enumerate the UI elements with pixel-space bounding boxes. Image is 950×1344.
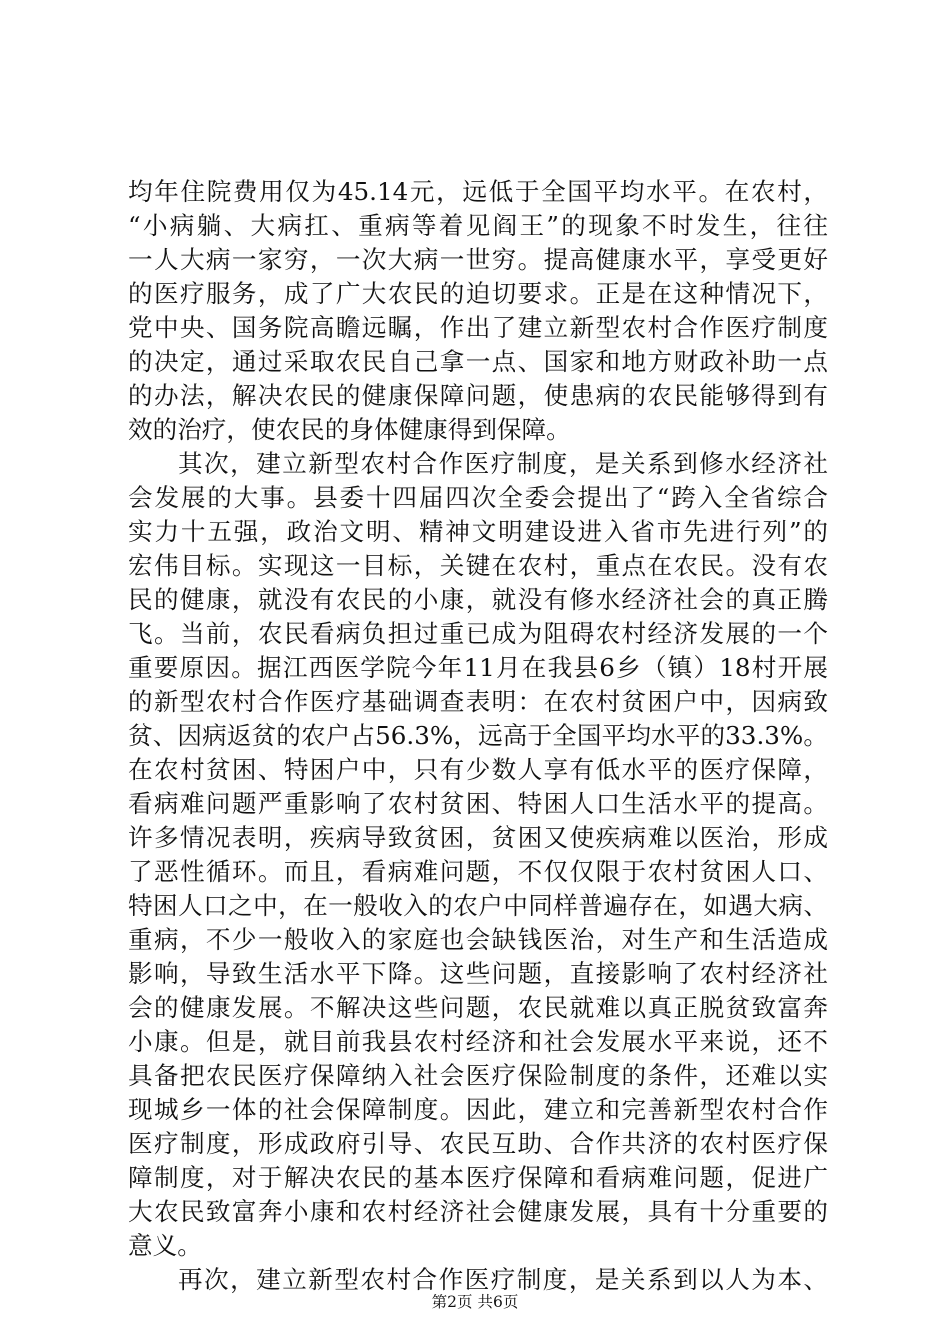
body-text-line: 会发展的大事。县委十四届四次全委会提出了“跨入全省综合 <box>128 483 828 512</box>
body-text-line: 在农村贫困、特困户中，只有少数人享有低水平的医疗保障， <box>128 755 828 784</box>
body-text-line: 大农民致富奔小康和农村经济社会健康发展，具有十分重要的 <box>128 1197 828 1226</box>
body-text-line: 的新型农村合作医疗基础调查表明：在农村贫困户中，因病致 <box>128 687 828 716</box>
body-text-line: 宏伟目标。实现这一目标，关键在农村，重点在农民。没有农 <box>128 551 828 580</box>
body-text-line: 飞。当前，农民看病负担过重已成为阻碍农村经济发展的一个 <box>128 619 828 648</box>
body-text-line: 医疗制度，形成政府引导、农民互助、合作共济的农村医疗保 <box>128 1129 828 1158</box>
body-text-line: 的医疗服务，成了广大农民的迫切要求。正是在这种情况下， <box>128 279 828 308</box>
body-text-line: 了恶性循环。而且，看病难问题，不仅仅限于农村贫困人口、 <box>128 857 828 886</box>
body-text-line: 具备把农民医疗保障纳入社会医疗保险制度的条件，还难以实 <box>128 1061 828 1090</box>
body-text-line: 意义。 <box>128 1231 202 1260</box>
body-text-line: 的决定，通过采取农民自己拿一点、国家和地方财政补助一点 <box>128 347 828 376</box>
body-text-line: 障制度，对于解决农民的基本医疗保障和看病难问题，促进广 <box>128 1163 828 1192</box>
body-text-line: 看病难问题严重影响了农村贫困、特困人口生活水平的提高。 <box>128 789 828 818</box>
body-text-line: 党中央、国务院高瞻远瞩，作出了建立新型农村合作医疗制度 <box>128 313 828 342</box>
body-text-line: 重病，不少一般收入的家庭也会缺钱医治，对生产和生活造成 <box>128 925 828 954</box>
page-number-footer: 第2页 共6页 <box>431 1293 519 1311</box>
body-text-line: 特困人口之中，在一般收入的农户中同样普遍存在，如遇大病、 <box>128 891 828 920</box>
body-text-line: 小康。但是，就目前我县农村经济和社会发展水平来说，还不 <box>128 1027 828 1056</box>
paragraph-start-line: 再次，建立新型农村合作医疗制度，是关系到以人为本、 <box>178 1265 828 1294</box>
body-text-line: 均年住院费用仅为45.14元，远低于全国平均水平。在农村， <box>128 177 828 206</box>
body-text-line: 一人大病一家穷，一次大病一世穷。提高健康水平，享受更好 <box>128 245 828 274</box>
paragraph-start-line: 其次，建立新型农村合作医疗制度，是关系到修水经济社 <box>178 449 828 478</box>
body-text-line: “小病躺、大病扛、重病等着见阎王”的现象不时发生，往往 <box>128 211 828 240</box>
body-text-line: 实力十五强，政治文明、精神文明建设进入省市先进行列”的 <box>128 517 828 546</box>
body-text-line: 的办法，解决农民的健康保障问题，使患病的农民能够得到有 <box>128 381 828 410</box>
body-text-line: 贫、因病返贫的农户占56.3%，远高于全国平均水平的33.3%。 <box>128 721 828 750</box>
body-text-line: 现城乡一体的社会保障制度。因此，建立和完善新型农村合作 <box>128 1095 828 1124</box>
body-text-line: 影响，导致生活水平下降。这些问题，直接影响了农村经济社 <box>128 959 828 988</box>
body-text-line: 许多情况表明，疾病导致贫困，贫困又使疾病难以医治，形成 <box>128 823 828 852</box>
body-text-line: 效的治疗，使农民的身体健康得到保障。 <box>128 415 571 444</box>
body-text-line: 会的健康发展。不解决这些问题，农民就难以真正脱贫致富奔 <box>128 993 828 1022</box>
body-text-line: 重要原因。据江西医学院今年11月在我县6乡（镇）18村开展 <box>128 653 828 682</box>
body-text-line: 民的健康，就没有农民的小康，就没有修水经济社会的真正腾 <box>128 585 828 614</box>
